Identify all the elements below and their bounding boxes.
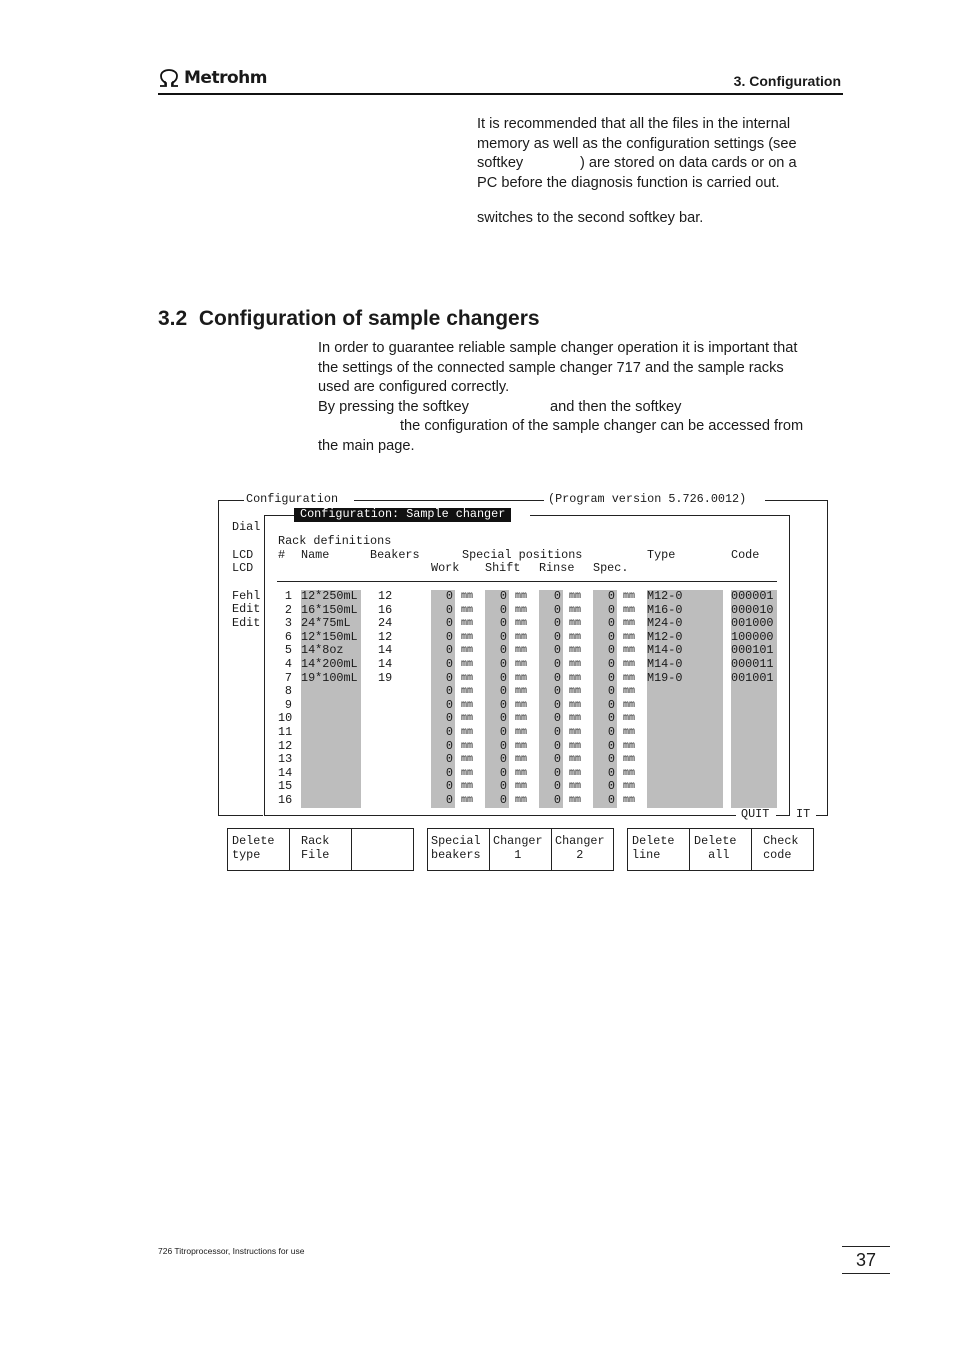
outer-title: Configuration	[246, 492, 339, 506]
unit-label: mm	[461, 672, 474, 684]
changer-2-softkey[interactable]: Changer 2	[555, 834, 605, 862]
work-value[interactable]: 0	[445, 765, 453, 780]
unit-label: mm	[569, 604, 582, 616]
rack-name[interactable]: 16*150mL	[301, 602, 358, 617]
rack-code[interactable]: 000101	[731, 643, 774, 658]
spec-value[interactable]: 0	[607, 629, 615, 644]
work-value[interactable]: 0	[445, 602, 453, 617]
left-label: Edit	[232, 616, 261, 630]
beaker-count[interactable]: 12	[378, 629, 393, 644]
left-label: LCD	[232, 561, 254, 575]
unit-label: mm	[515, 591, 528, 602]
work-value[interactable]: 0	[445, 670, 453, 685]
spec-value[interactable]: 0	[607, 602, 615, 617]
unit-label: mm	[569, 767, 582, 779]
unit-label: mm	[461, 754, 474, 766]
table-row[interactable]	[0, 767, 954, 781]
unit-label: mm	[461, 781, 474, 793]
work-value[interactable]: 0	[445, 793, 453, 807]
unit-label: mm	[569, 591, 582, 602]
unit-label: mm	[515, 713, 528, 725]
frame-line	[218, 500, 244, 501]
it-label: IT	[796, 807, 811, 821]
page-number-rule	[842, 1246, 890, 1247]
unit-label: mm	[623, 767, 636, 779]
unit-label: mm	[461, 767, 474, 779]
unit-label: mm	[515, 686, 528, 698]
frame-line	[765, 500, 827, 501]
quit-label[interactable]: QUIT	[741, 807, 770, 821]
table-row[interactable]	[0, 644, 954, 658]
row-number: 12	[278, 738, 293, 753]
rack-type[interactable]: M16-0	[647, 602, 683, 617]
chapter-title: 3. Configuration	[733, 73, 841, 89]
col-header-work: Work	[431, 561, 460, 575]
spec-value[interactable]: 0	[607, 670, 615, 685]
frame-line	[264, 815, 736, 816]
shift-value[interactable]: 0	[499, 670, 507, 685]
unit-label: mm	[461, 591, 474, 602]
empty-softkey[interactable]	[352, 829, 413, 870]
unit-label: mm	[569, 631, 582, 643]
row-number: 16	[278, 793, 293, 807]
special-beakers-softkey[interactable]: Special beakers	[428, 829, 490, 870]
rinse-value[interactable]: 0	[553, 643, 561, 658]
table-row[interactable]	[0, 712, 954, 726]
unit-label: mm	[461, 727, 474, 738]
table-row[interactable]	[0, 794, 954, 808]
unit-label: mm	[569, 781, 582, 793]
frame-line	[816, 815, 828, 816]
table-row[interactable]	[0, 658, 954, 672]
unit-label: mm	[515, 699, 528, 711]
unit-label: mm	[569, 713, 582, 725]
softkey-group-2	[427, 828, 614, 871]
program-version: (Program version 5.726.0012)	[548, 492, 747, 506]
section-line: used are configured correctly.	[318, 379, 510, 395]
work-value[interactable]: 0	[445, 629, 453, 644]
beaker-count[interactable]: 24	[378, 616, 393, 631]
unit-label: mm	[623, 618, 636, 630]
changer-1-softkey[interactable]: Changer 1	[490, 829, 552, 870]
spec-value[interactable]: 0	[607, 765, 615, 780]
rinse-value[interactable]: 0	[553, 589, 561, 603]
rack-name[interactable]: 12*150mL	[301, 629, 358, 644]
table-row[interactable]	[0, 672, 954, 686]
unit-label: mm	[461, 618, 474, 630]
unit-label: mm	[461, 631, 474, 643]
spec-value[interactable]: 0	[607, 616, 615, 631]
left-label: Fehl	[232, 589, 261, 603]
intro-line: PC before the diagnosis function is carried out.	[477, 174, 780, 191]
shift-value[interactable]: 0	[499, 616, 507, 631]
shift-value[interactable]: 0	[499, 725, 507, 739]
row-number: 3	[284, 616, 292, 631]
beaker-count[interactable]: 14	[378, 657, 393, 671]
unit-label: mm	[515, 645, 528, 657]
unit-label: mm	[569, 659, 582, 670]
rinse-value[interactable]: 0	[553, 657, 561, 671]
rack-name[interactable]: 19*100mL	[301, 670, 358, 685]
intro-line: softkey ) are stored on data cards or on a	[477, 155, 797, 171]
unit-label: mm	[623, 740, 636, 752]
unit-label: mm	[569, 672, 582, 684]
rack-code[interactable]: 100000	[731, 629, 774, 644]
rinse-value[interactable]: 0	[553, 629, 561, 644]
section-line: the main page.	[318, 437, 415, 454]
table-row[interactable]	[0, 590, 954, 604]
page-number-rule	[842, 1273, 890, 1274]
spec-value[interactable]: 0	[607, 738, 615, 753]
spec-value[interactable]: 0	[607, 711, 615, 726]
unit-label: mm	[569, 645, 582, 657]
col-header-shift: Shift	[485, 561, 521, 575]
inner-title: Configuration: Sample changer	[294, 508, 511, 522]
rinse-value[interactable]: 0	[553, 684, 561, 699]
row-number: 8	[284, 684, 292, 699]
softkey-group-1	[227, 828, 414, 871]
shift-value[interactable]: 0	[499, 589, 507, 603]
unit-label: mm	[461, 604, 474, 616]
col-header-spec: Spec.	[593, 561, 629, 575]
frame-line	[776, 815, 790, 816]
unit-label: mm	[461, 659, 474, 670]
unit-label: mm	[515, 767, 528, 779]
rack-type[interactable]: M14-0	[647, 657, 683, 671]
spec-value[interactable]: 0	[607, 684, 615, 699]
shift-value[interactable]: 0	[499, 684, 507, 699]
spec-value[interactable]: 0	[607, 779, 615, 794]
unit-label: mm	[623, 604, 636, 616]
shift-value[interactable]: 0	[499, 629, 507, 644]
rack-code[interactable]: 000010	[731, 602, 774, 617]
switch-text: switches to the second softkey bar.	[477, 210, 704, 226]
rack-definitions-label: Rack definitions	[278, 534, 392, 548]
rack-name[interactable]: 12*250mL	[301, 589, 358, 603]
shift-value[interactable]: 0	[499, 738, 507, 753]
delete-line-softkey[interactable]: Delete line	[628, 829, 690, 870]
intro-line: It is recommended that all the files in the internal	[477, 116, 791, 132]
spec-value[interactable]: 0	[607, 752, 615, 767]
intro-line: memory as well as the configuration settings (see	[477, 135, 797, 152]
left-label: LCD	[232, 548, 254, 562]
unit-label: mm	[569, 740, 582, 752]
work-value[interactable]: 0	[445, 779, 453, 794]
row-number: 11	[278, 725, 293, 739]
unit-label: mm	[623, 781, 636, 793]
frame-line	[530, 515, 790, 516]
unit-label: mm	[515, 781, 528, 793]
unit-label: mm	[569, 727, 582, 738]
section-line: In order to guarantee reliable sample changer operation it is important that	[318, 340, 798, 356]
col-header-special: Special positions	[462, 548, 583, 562]
rack-code[interactable]: 001000	[731, 616, 774, 631]
section-heading: 3.2 Configuration of sample changers	[158, 307, 540, 330]
unit-label: mm	[569, 686, 582, 698]
unit-label: mm	[515, 604, 528, 616]
unit-label: mm	[461, 699, 474, 711]
frame-line	[264, 515, 294, 516]
col-header-code: Code	[731, 548, 760, 562]
work-value[interactable]: 0	[445, 616, 453, 631]
unit-label: mm	[461, 686, 474, 698]
shift-value[interactable]: 0	[499, 793, 507, 807]
shift-value[interactable]: 0	[499, 697, 507, 712]
unit-label: mm	[461, 645, 474, 657]
check-code-softkey[interactable]: Check code	[763, 834, 799, 862]
unit-label: mm	[623, 631, 636, 643]
work-value[interactable]: 0	[445, 589, 453, 603]
unit-label: mm	[623, 591, 636, 602]
table-row[interactable]	[0, 631, 954, 645]
table-row[interactable]	[0, 685, 954, 699]
row-number: 9	[284, 697, 292, 712]
spec-value[interactable]: 0	[607, 643, 615, 658]
rack-type[interactable]: M24-0	[647, 616, 683, 631]
work-value[interactable]: 0	[445, 643, 453, 658]
unit-label: mm	[515, 795, 528, 806]
shift-value[interactable]: 0	[499, 711, 507, 726]
rinse-value[interactable]: 0	[553, 725, 561, 739]
unit-label: mm	[515, 672, 528, 684]
rinse-value[interactable]: 0	[553, 738, 561, 753]
spec-value[interactable]: 0	[607, 589, 615, 603]
row-number: 5	[284, 643, 292, 658]
work-value[interactable]: 0	[445, 725, 453, 739]
row-number: 10	[278, 711, 293, 726]
rinse-value[interactable]: 0	[553, 670, 561, 685]
row-number: 13	[278, 752, 293, 767]
unit-label: mm	[623, 713, 636, 725]
footer-doc-title: 726 Titroprocessor, Instructions for use	[158, 1246, 305, 1256]
beaker-count[interactable]: 12	[378, 589, 393, 603]
unit-label: mm	[623, 672, 636, 684]
unit-label: mm	[569, 618, 582, 630]
unit-label: mm	[623, 754, 636, 766]
unit-label: mm	[515, 618, 528, 630]
rinse-value[interactable]: 0	[553, 765, 561, 780]
unit-label: mm	[515, 631, 528, 643]
rinse-value[interactable]: 0	[553, 616, 561, 631]
section-line: the configuration of the sample changer can be accessed from	[400, 418, 804, 434]
unit-label: mm	[569, 795, 582, 806]
table-row[interactable]	[0, 617, 954, 631]
unit-label: mm	[461, 713, 474, 725]
row-number: 14	[278, 765, 293, 780]
row-number: 2	[284, 602, 292, 617]
unit-label: mm	[623, 659, 636, 670]
beaker-count[interactable]: 19	[378, 670, 393, 685]
rinse-value[interactable]: 0	[553, 711, 561, 726]
row-number: 4	[284, 657, 292, 671]
spec-value[interactable]: 0	[607, 697, 615, 712]
table-row[interactable]	[0, 604, 954, 618]
rack-type[interactable]: M12-0	[647, 629, 683, 644]
row-number: 1	[284, 589, 292, 603]
unit-label: mm	[623, 795, 636, 806]
unit-label: mm	[515, 659, 528, 670]
rack-code[interactable]: 000011	[731, 657, 774, 671]
work-value[interactable]: 0	[445, 697, 453, 712]
beaker-count[interactable]: 16	[378, 602, 393, 617]
unit-label: mm	[623, 727, 636, 738]
delete-type-softkey[interactable]: Delete type	[228, 829, 290, 870]
section-line: the settings of the connected sample changer 717 and the sample racks	[318, 359, 784, 376]
shift-value[interactable]: 0	[499, 602, 507, 617]
unit-label: mm	[623, 645, 636, 657]
col-header-rinse: Rinse	[539, 561, 575, 575]
spec-value[interactable]: 0	[607, 793, 615, 807]
rack-name[interactable]: 24*75mL	[301, 616, 351, 631]
header-divider	[277, 581, 777, 582]
unit-label: mm	[623, 699, 636, 711]
table-row[interactable]	[0, 699, 954, 713]
rinse-value[interactable]: 0	[553, 752, 561, 767]
rinse-value[interactable]: 0	[553, 793, 561, 807]
shift-value[interactable]: 0	[499, 643, 507, 658]
table-row[interactable]	[0, 753, 954, 767]
unit-label: mm	[461, 740, 474, 752]
col-header-beakers: Beakers	[370, 548, 420, 562]
left-label: Dial	[232, 520, 261, 534]
shift-value[interactable]: 0	[499, 752, 507, 767]
rinse-value[interactable]: 0	[553, 779, 561, 794]
page-number: 37	[855, 1250, 877, 1270]
left-label: Edit	[232, 602, 261, 616]
rack-code[interactable]: 001001	[731, 670, 774, 685]
softkey-group-3	[627, 828, 814, 871]
spec-value[interactable]: 0	[607, 725, 615, 739]
unit-label: mm	[623, 686, 636, 698]
unit-label: mm	[515, 740, 528, 752]
work-value[interactable]: 0	[445, 738, 453, 753]
work-value[interactable]: 0	[445, 752, 453, 767]
rack-name[interactable]: 14*200mL	[301, 657, 358, 671]
row-number: 7	[284, 670, 292, 685]
row-number: 15	[278, 779, 293, 794]
unit-label: mm	[515, 727, 528, 738]
delete-all-softkey[interactable]: Delete all	[690, 829, 752, 870]
rack-type[interactable]: M14-0	[647, 643, 683, 658]
unit-label: mm	[461, 795, 474, 806]
section-line: By pressing the softkey and then the softkey	[318, 398, 682, 415]
frame-line	[354, 500, 544, 501]
beaker-count[interactable]: 14	[378, 643, 393, 658]
table-row[interactable]	[0, 780, 954, 794]
rack-code[interactable]: 000001	[731, 589, 774, 603]
rinse-value[interactable]: 0	[553, 602, 561, 617]
row-number: 6	[284, 629, 292, 644]
work-value[interactable]: 0	[445, 657, 453, 671]
unit-label: mm	[515, 754, 528, 766]
col-header-num: #	[278, 548, 286, 562]
logo-text: Metrohm	[184, 68, 267, 88]
unit-label: mm	[569, 699, 582, 711]
work-value[interactable]: 0	[445, 684, 453, 699]
frame-line	[218, 815, 263, 816]
rack-type[interactable]: M12-0	[647, 589, 683, 603]
col-header-name: Name	[301, 548, 330, 562]
col-header-type: Type	[647, 548, 676, 562]
table-row[interactable]	[0, 726, 954, 740]
rack-type[interactable]: M19-0	[647, 670, 683, 685]
shift-value[interactable]: 0	[499, 779, 507, 794]
rack-file-softkey[interactable]: Rack File	[290, 829, 352, 870]
shift-value[interactable]: 0	[499, 765, 507, 780]
rinse-value[interactable]: 0	[553, 697, 561, 712]
table-row[interactable]	[0, 740, 954, 754]
shift-value[interactable]: 0	[499, 657, 507, 671]
unit-label: mm	[569, 754, 582, 766]
work-value[interactable]: 0	[445, 711, 453, 726]
spec-value[interactable]: 0	[607, 657, 615, 671]
rack-name[interactable]: 14*8oz	[301, 643, 344, 658]
